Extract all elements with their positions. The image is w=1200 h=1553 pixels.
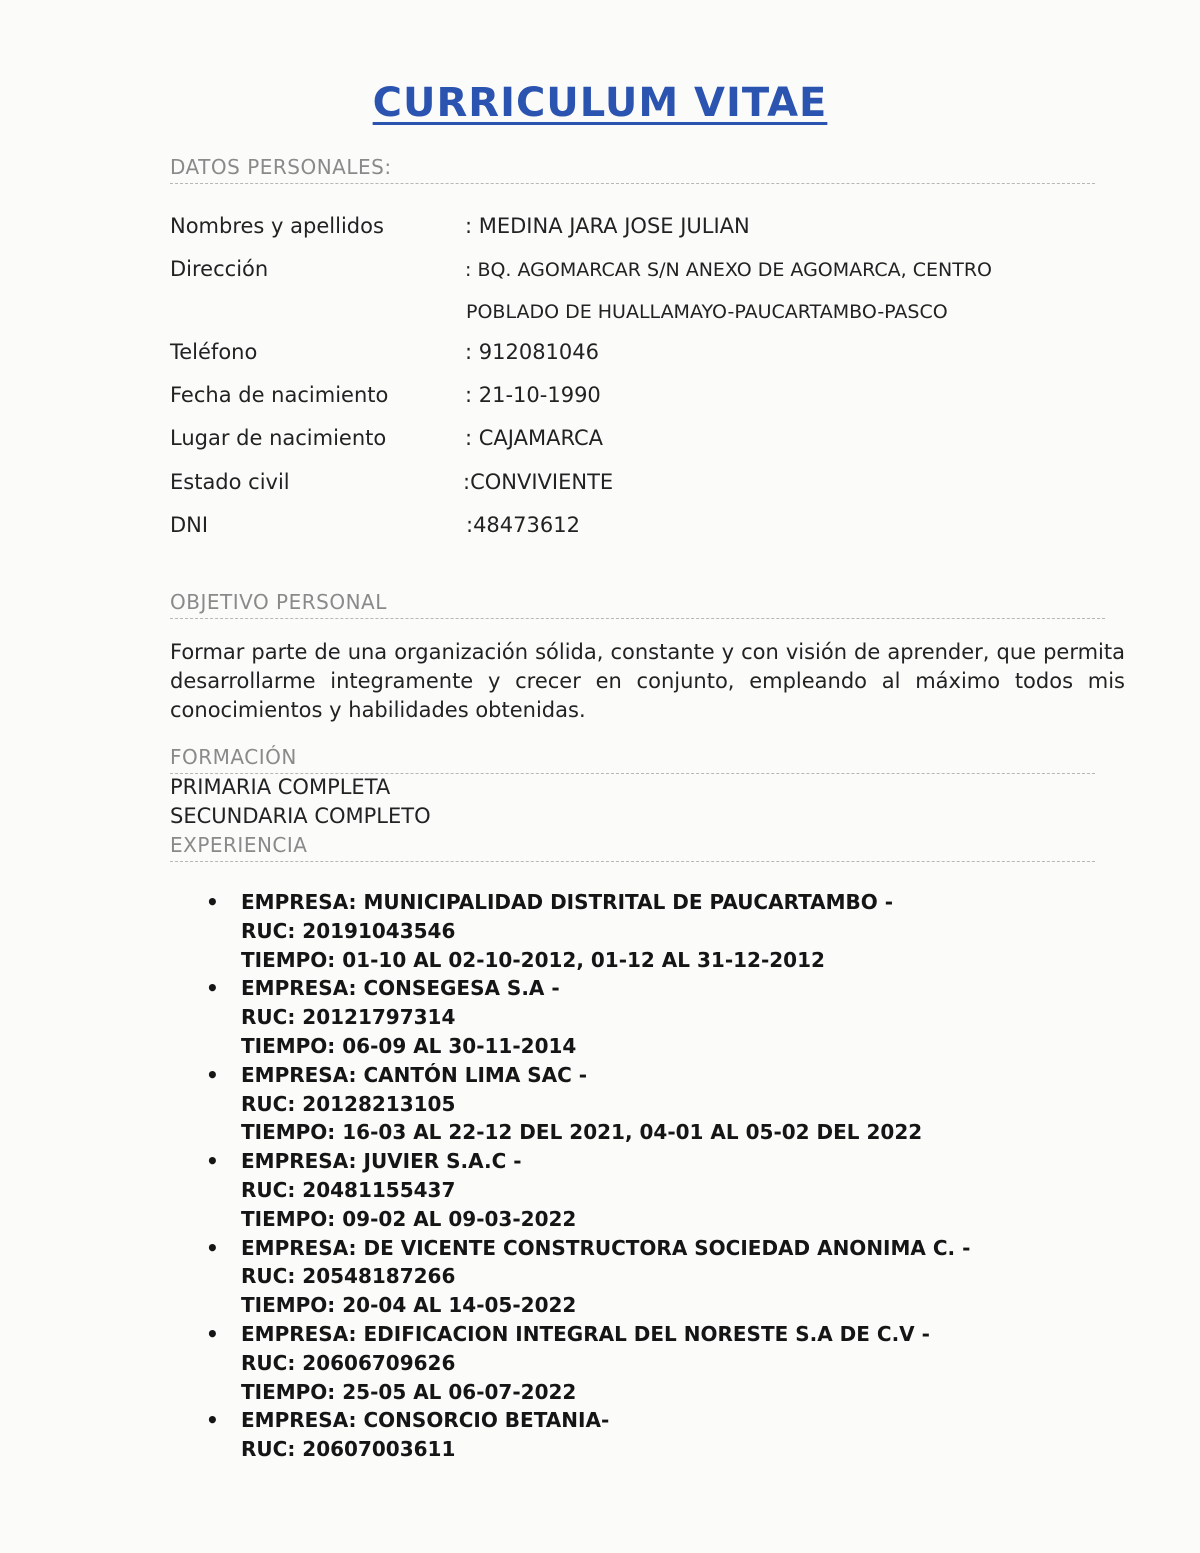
field-value: :CONVIVIENTE (463, 470, 614, 494)
experience-item (200, 888, 1100, 974)
ruc: RUC: 20121797314 (241, 1005, 456, 1030)
tiempo: TIEMPO: 09-02 AL 09-03-2022 (241, 1206, 577, 1231)
empresa: EMPRESA: DE VICENTE CONSTRUCTORA SOCIEDAD ANONIMA C. - (241, 1235, 971, 1260)
tiempo: TIEMPO: 01-10 AL 02-10-2012, 01-12 AL 31-12-2012 (241, 947, 825, 972)
experience-item (200, 1320, 1100, 1406)
objetivo-heading: OBJETIVO PERSONAL (170, 590, 1105, 619)
bullet-icon: • (206, 1149, 219, 1174)
field-value: : MEDINA JARA JOSE JULIAN (465, 214, 750, 238)
field-value: : CAJAMARCA (465, 426, 604, 450)
ruc: RUC: 20548187266 (241, 1264, 456, 1289)
empresa: EMPRESA: MUNICIPALIDAD DISTRITAL DE PAUCARTAMBO - (241, 890, 894, 914)
field-label: DNI (170, 513, 209, 537)
field-label: Fecha de nacimiento (170, 383, 389, 407)
empresa: EMPRESA: CONSORCIO BETANIA- (241, 1408, 610, 1433)
bullet-icon: • (206, 1321, 219, 1346)
field-label: Nombres y apellidos (170, 214, 384, 238)
ruc: RUC: 20481155437 (241, 1177, 456, 1202)
empresa: EMPRESA: EDIFICACION INTEGRAL DEL NORESTE S.A DE C.V - (241, 1321, 930, 1346)
empresa: EMPRESA: CONSEGESA S.A - (241, 976, 560, 1001)
formacion-heading: FORMACIÓN (170, 745, 1095, 774)
bullet-icon: • (206, 890, 219, 914)
experiencia-divider (170, 861, 1095, 862)
bullet-icon: • (206, 1062, 219, 1087)
tiempo: TIEMPO: 16-03 AL 22-12 DEL 2021, 04-01 AL 05-02 DEL 2022 (241, 1120, 923, 1145)
field-label: Dirección (170, 257, 269, 281)
field-value: : 912081046 (465, 340, 599, 364)
address-line-2: POBLADO DE HUALLAMAYO-PAUCARTAMBO-PASCO (466, 301, 948, 323)
field-label: Lugar de nacimiento (170, 426, 387, 450)
bullet-icon: • (206, 1235, 219, 1260)
tiempo: TIEMPO: 20-04 AL 14-05-2022 (241, 1293, 577, 1318)
formacion-item: PRIMARIA COMPLETA (170, 775, 391, 799)
bullet-icon: • (206, 976, 219, 1001)
tiempo: TIEMPO: 25-05 AL 06-07-2022 (241, 1379, 577, 1404)
ruc: RUC: 20128213105 (241, 1091, 456, 1116)
experience-item (200, 974, 1100, 1060)
bullet-icon: • (206, 1408, 219, 1433)
tiempo: TIEMPO: 06-09 AL 30-11-2014 (241, 1033, 577, 1058)
field-value: :48473612 (466, 513, 580, 537)
ruc: RUC: 20606709626 (241, 1350, 456, 1375)
field-value: : 21-10-1990 (465, 383, 601, 407)
experience-item (200, 1406, 1100, 1464)
experience-item (200, 1061, 1100, 1147)
field-label: Estado civil (170, 470, 290, 494)
empresa: EMPRESA: CANTÓN LIMA SAC - (241, 1062, 588, 1087)
formacion-item: SECUNDARIA COMPLETO (170, 804, 431, 828)
experiencia-heading: EXPERIENCIA (170, 833, 308, 857)
experience-item (200, 1234, 1100, 1320)
document-title: CURRICULUM VITAE (372, 80, 828, 126)
datos-personales-heading: DATOS PERSONALES: (170, 155, 1095, 184)
experience-item (200, 1147, 1100, 1233)
empresa: EMPRESA: JUVIER S.A.C - (241, 1149, 522, 1174)
objetivo-text: Formar parte de una organización sólida, constante y con visión de aprender, que permita desarrollarme integramente y crecer en conjunto, empleando al máximo todos mis conocimientos y habilidades obtenidas. (170, 640, 1125, 722)
field-value: : BQ. AGOMARCAR S/N ANEXO DE AGOMARCA, CENTRO (465, 259, 992, 281)
experiencia-list (200, 888, 1100, 1464)
ruc: RUC: 20191043546 (241, 918, 456, 943)
field-label: Teléfono (170, 340, 258, 364)
ruc: RUC: 20607003611 (241, 1437, 456, 1462)
